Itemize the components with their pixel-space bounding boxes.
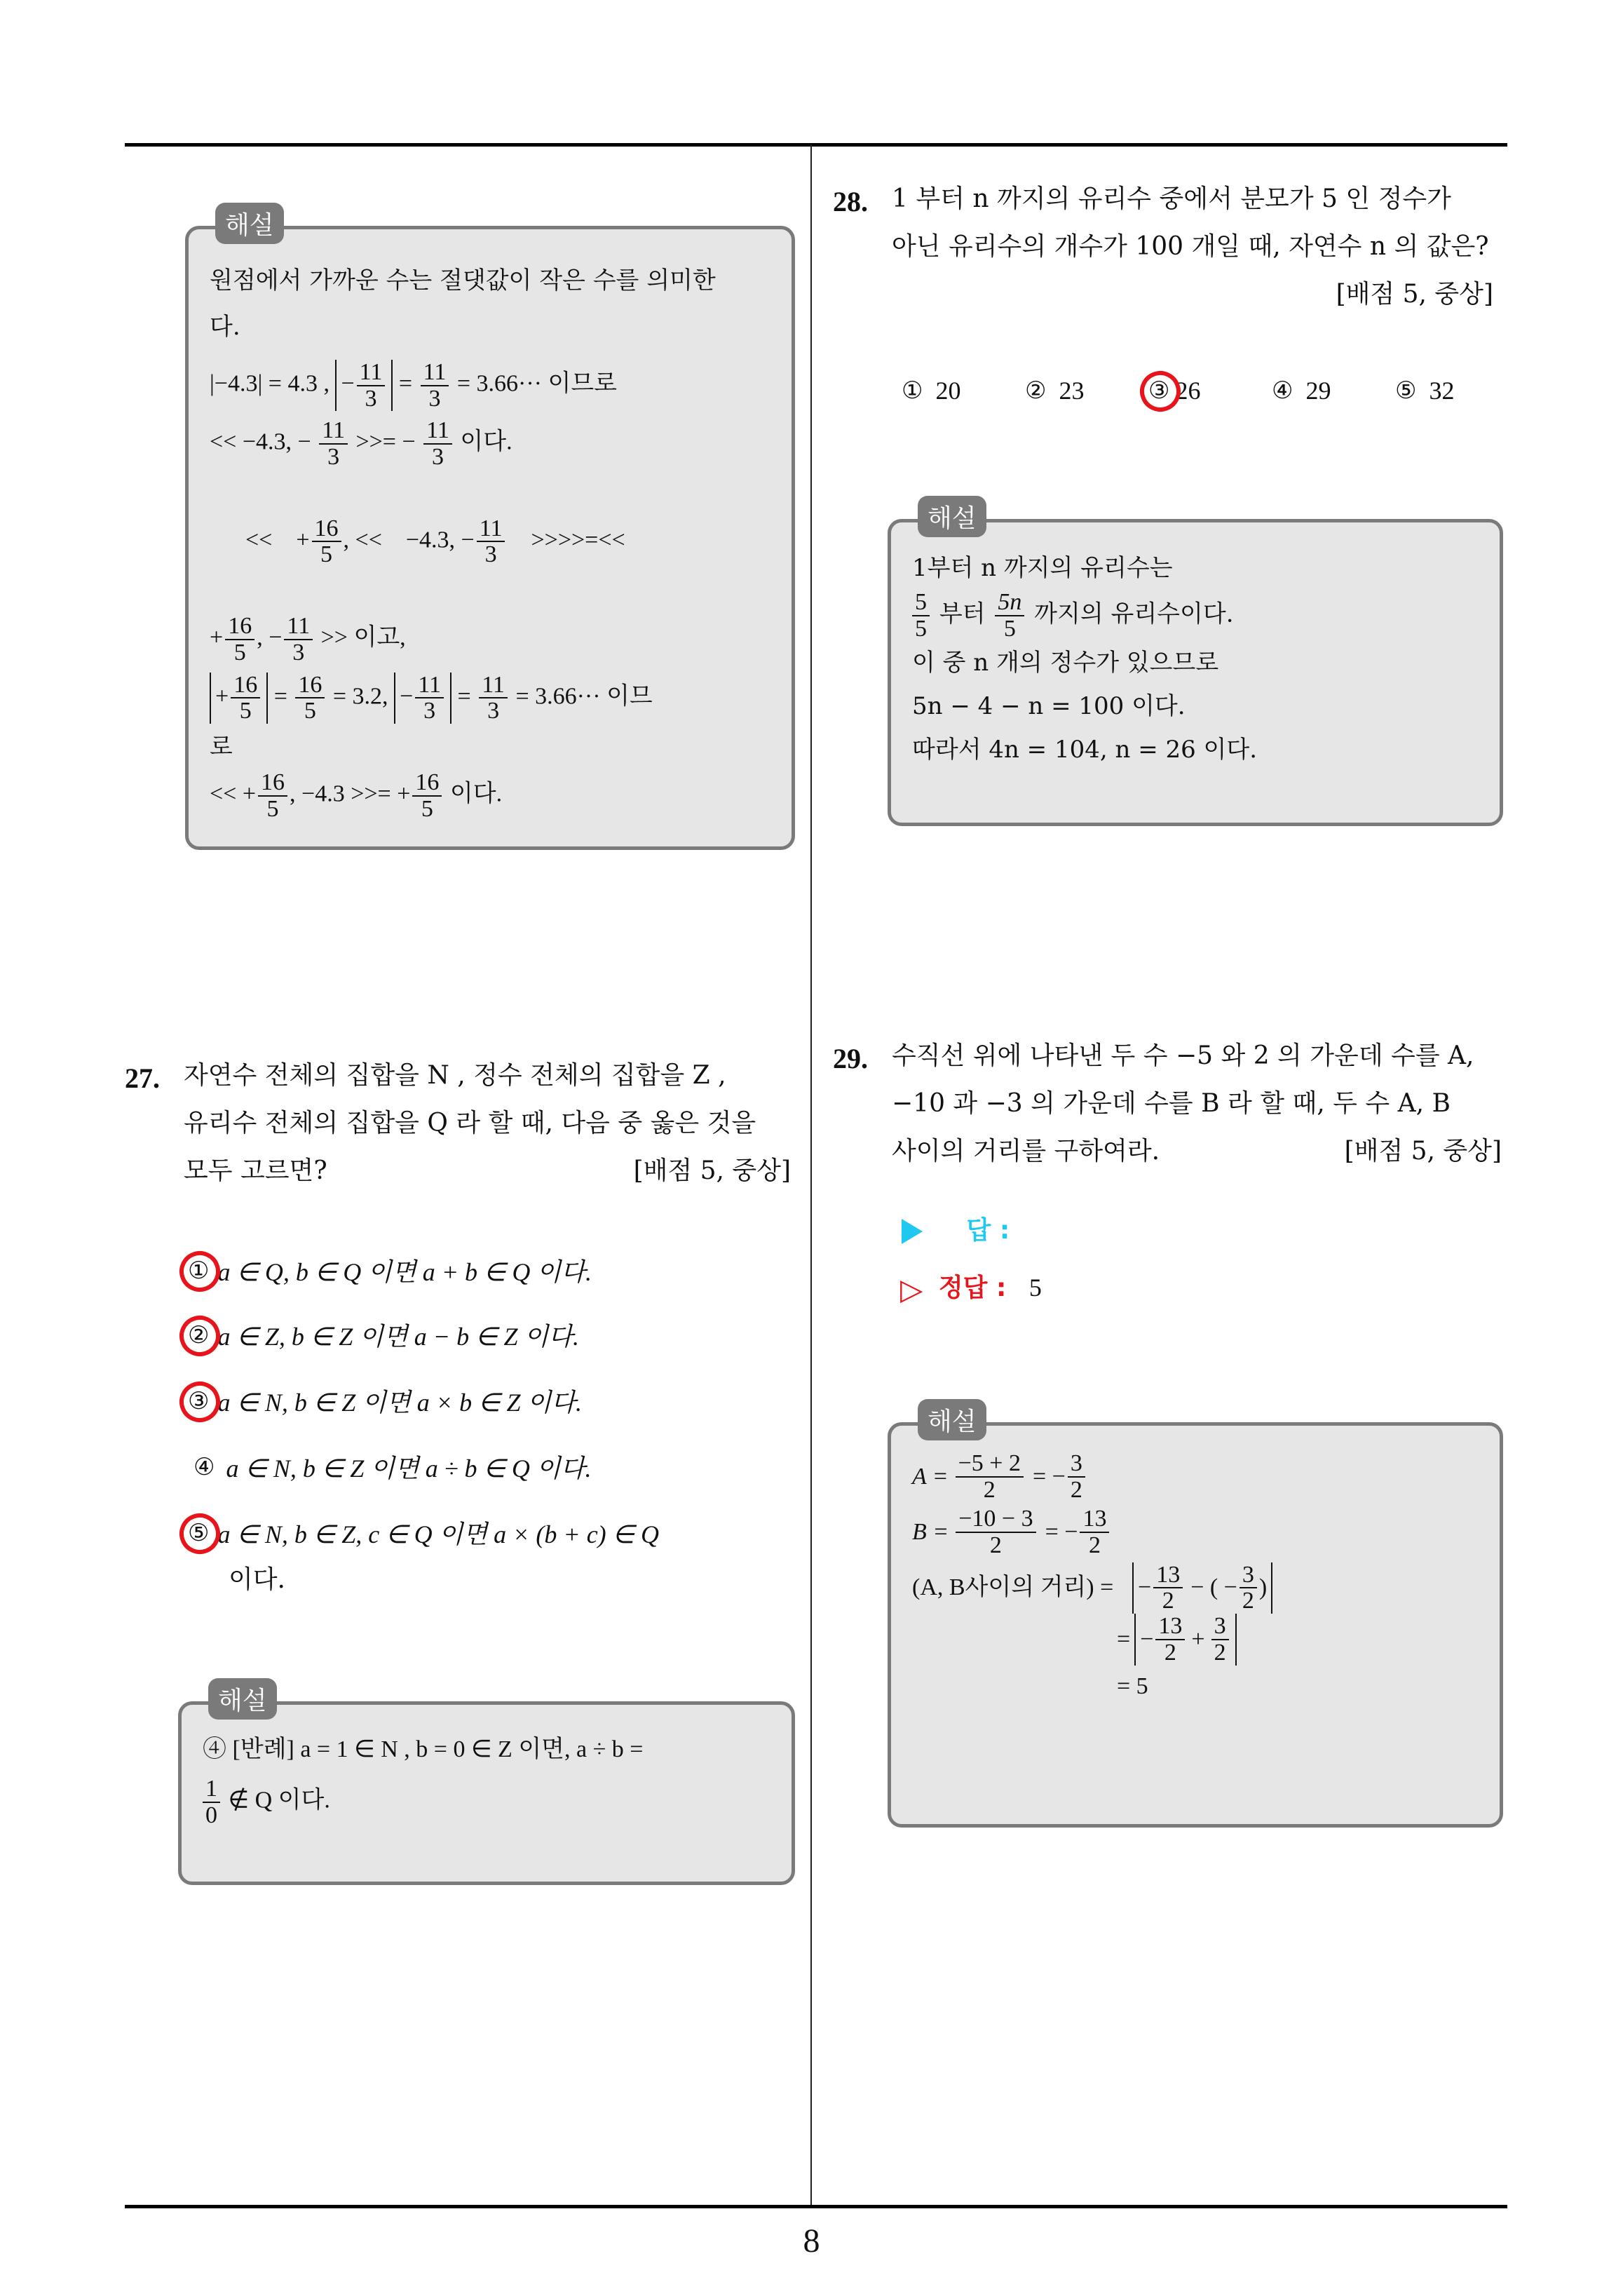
absolute-value <box>1134 1614 1236 1665</box>
denominator: 2 <box>1070 1476 1082 1503</box>
choice-4[interactable] <box>1272 376 1331 405</box>
numerator: 3 <box>1240 1562 1257 1589</box>
question-28 <box>833 175 1506 318</box>
numerator: 16 <box>312 516 341 543</box>
solution-line <box>210 470 770 614</box>
numerator: 3 <box>1068 1451 1085 1478</box>
solution-line: 로 <box>210 732 233 761</box>
choice-number: ⑤ <box>188 1519 209 1547</box>
numerator: 11 <box>357 360 386 386</box>
denominator: 2 <box>1164 1639 1176 1666</box>
numerator: 16 <box>258 770 287 797</box>
question-number: 29. <box>833 1043 868 1074</box>
solution-line <box>203 1776 770 1828</box>
numerator: 16 <box>231 673 260 699</box>
choice-1[interactable] <box>188 1252 592 1288</box>
math-text: << + <box>245 527 310 553</box>
fraction <box>284 614 313 665</box>
math-text: , << −4.3, − <box>343 527 475 553</box>
numerator: 16 <box>295 673 325 699</box>
math-text: , − <box>257 624 283 651</box>
numerator: 16 <box>412 770 442 797</box>
fraction <box>477 516 505 567</box>
question-text: 유리수 전체의 집합을 Q 라 할 때, 다음 중 옳은 것을 <box>184 1109 756 1137</box>
choice-number: ③ <box>1148 377 1169 405</box>
choice-number: ③ <box>188 1387 209 1415</box>
choice-number: ② <box>1025 377 1047 405</box>
column-divider <box>810 144 812 2206</box>
solution-line: 따라서 4n = 104, n = 26 이다. <box>912 736 1258 764</box>
denominator: 3 <box>365 385 377 412</box>
fraction <box>423 418 452 469</box>
fraction <box>1068 1451 1085 1502</box>
absolute-value <box>210 673 268 724</box>
question-meta: [배점 5, 중상] <box>1336 280 1493 309</box>
math-text: = <box>398 370 413 397</box>
absolute-value <box>1132 1562 1272 1614</box>
solution-line <box>210 360 770 411</box>
solution-line: ④ [반례] a = 1 ∈ N , b = 0 ∈ Z 이면, a ÷ b = <box>203 1736 644 1762</box>
solution-tab: 해설 <box>918 496 986 537</box>
math-text: 이다. <box>449 781 503 807</box>
numerator: 13 <box>1153 1562 1183 1589</box>
denominator: 0 <box>205 1802 217 1828</box>
solution-line <box>912 1506 1479 1558</box>
math-text: − <box>341 370 355 397</box>
choice-value: 32 <box>1429 377 1455 405</box>
absolute-value <box>394 673 451 724</box>
math-text: + <box>210 624 224 651</box>
choice-text-continued: 이다. <box>229 1565 285 1594</box>
fraction <box>956 1451 1024 1502</box>
denominator: 5 <box>1003 615 1016 642</box>
math-text: = 3.66··· 이므 <box>515 682 653 709</box>
denominator: 5 <box>266 795 279 822</box>
numerator: 11 <box>284 614 313 640</box>
solution-line: 5n − 4 − n = 100 이다. <box>912 692 1186 721</box>
choice-number: ② <box>188 1321 209 1349</box>
choice-text: a ∈ Q, b ∈ Q 이면 a + b ∈ Q 이다. <box>217 1258 592 1286</box>
solution-line <box>1117 1614 1479 1665</box>
answer-label: 답 : <box>966 1216 1010 1245</box>
answer-input-row[interactable] <box>902 1210 1010 1246</box>
numerator: 11 <box>319 418 348 445</box>
numerator: 16 <box>225 614 254 640</box>
question-number: 27. <box>125 1062 160 1094</box>
math-text: − <box>1140 1626 1154 1652</box>
choice-value: 26 <box>1175 377 1201 405</box>
choice-number: ⑤ <box>1395 377 1417 405</box>
fraction <box>357 360 386 411</box>
math-text: >> 이고, <box>320 624 406 651</box>
math-text: − <box>400 682 414 709</box>
math-text: − <box>1138 1574 1152 1601</box>
question-29 <box>833 1032 1506 1175</box>
q26-solution-box <box>185 211 795 850</box>
top-rule <box>125 143 1507 147</box>
fraction <box>1240 1562 1257 1614</box>
numerator: 3 <box>1211 1614 1229 1640</box>
fraction <box>412 770 442 821</box>
numerator: 11 <box>423 418 452 445</box>
q29-solution-box <box>888 1407 1503 1828</box>
denominator: 3 <box>423 698 436 724</box>
math-text: (A, B사이의 거리) = <box>912 1574 1114 1601</box>
choice-number: ① <box>902 377 923 405</box>
solution-line <box>210 770 770 821</box>
fraction <box>312 516 341 567</box>
math-text: B = <box>912 1519 949 1546</box>
solution-line: = 5 <box>1117 1673 1148 1699</box>
page-number: 8 <box>803 2222 820 2260</box>
choice-5[interactable] <box>188 1515 659 1551</box>
numerator: 11 <box>421 360 449 386</box>
choice-text: a ∈ Z, b ∈ Z 이면 a − b ∈ Z 이다. <box>217 1323 580 1351</box>
fraction <box>231 673 260 724</box>
denominator: 2 <box>1162 1588 1174 1614</box>
solution-tab: 해설 <box>215 203 284 244</box>
math-text: + <box>215 682 229 709</box>
absolute-value <box>335 360 393 411</box>
numerator: −5 + 2 <box>956 1451 1024 1478</box>
numerator: 13 <box>1155 1614 1185 1640</box>
denominator: 3 <box>292 639 305 666</box>
math-text: − ( − <box>1190 1574 1237 1601</box>
denominator: 3 <box>327 444 340 471</box>
choice-2[interactable] <box>188 1317 579 1353</box>
math-text: >>>>=<< <box>507 527 625 553</box>
question-27 <box>125 1052 798 1195</box>
choice-number: ④ <box>1272 377 1293 405</box>
choice-3[interactable] <box>1148 376 1200 405</box>
numerator: −10 − 3 <box>956 1506 1035 1533</box>
denominator: 5 <box>304 698 316 724</box>
denominator: 3 <box>428 385 441 412</box>
math-text: ∉ Q 이다. <box>228 1787 330 1814</box>
math-text: = − <box>1032 1463 1066 1490</box>
choice-value: 20 <box>935 377 961 405</box>
math-text: = <box>273 682 287 709</box>
numerator: 5 <box>912 590 930 616</box>
math-text: >>= − <box>355 428 416 455</box>
math-text: = <box>1117 1626 1131 1652</box>
math-text: << + <box>210 781 257 807</box>
choice-text: a ∈ N, b ∈ Z, c ∈ Q 이면 a × (b + c) ∈ Q <box>217 1520 660 1548</box>
numerator: 5n <box>995 590 1024 616</box>
denominator: 5 <box>320 541 333 568</box>
correct-arrow-icon: ▷ <box>900 1271 923 1306</box>
fraction <box>258 770 287 821</box>
math-text: |−4.3| = 4.3 , <box>210 370 330 397</box>
fraction <box>479 673 508 724</box>
numerator: 11 <box>415 673 444 699</box>
q28-solution-box <box>888 504 1503 826</box>
solution-line <box>210 418 770 469</box>
answer-arrow-icon <box>902 1219 923 1244</box>
choice-text: a ∈ N, b ∈ Z 이면 a × b ∈ Z 이다. <box>217 1389 583 1417</box>
denominator: 2 <box>983 1476 996 1503</box>
solution-tab: 해설 <box>918 1399 986 1440</box>
fraction <box>1080 1506 1109 1558</box>
denominator: 3 <box>432 444 444 471</box>
denominator: 3 <box>487 698 500 724</box>
question-meta: [배점 5, 중상] <box>633 1156 791 1185</box>
choice-number: ④ <box>193 1452 215 1481</box>
question-number: 28. <box>833 186 868 217</box>
fraction <box>319 418 348 469</box>
solution-line: 원점에서 가까운 수는 절댓값이 작은 수를 의미한 <box>210 266 716 295</box>
solution-tab: 해설 <box>208 1678 277 1720</box>
bottom-rule <box>125 2205 1507 2208</box>
correct-answer-row <box>900 1268 1042 1306</box>
choice-2[interactable] <box>1025 376 1084 405</box>
solution-line <box>912 1451 1479 1502</box>
choice-value: 29 <box>1305 377 1331 405</box>
fraction <box>295 673 325 724</box>
choice-number: ① <box>188 1257 209 1285</box>
choice-5[interactable] <box>1395 376 1454 405</box>
solution-line <box>912 1562 1479 1614</box>
denominator: 2 <box>1214 1639 1226 1666</box>
choice-value: 23 <box>1059 377 1085 405</box>
math-text: = <box>457 682 471 709</box>
fraction <box>421 360 449 411</box>
math-text: 이다. <box>460 428 512 455</box>
numerator: 11 <box>479 673 508 699</box>
math-text: << −4.3, − <box>210 428 311 455</box>
fraction <box>995 590 1024 641</box>
denominator: 5 <box>915 615 927 642</box>
correct-answer-label: 정답 : <box>938 1274 1007 1302</box>
math-text: = 3.2, <box>332 682 388 709</box>
denominator: 3 <box>484 541 497 568</box>
solution-line <box>210 673 770 724</box>
choice-text: a ∈ N, b ∈ Z 이면 a ÷ b ∈ Q 이다. <box>226 1454 592 1483</box>
fraction <box>203 1776 220 1828</box>
fraction <box>956 1506 1035 1558</box>
denominator: 2 <box>989 1532 1002 1559</box>
question-text: −10 과 −3 의 가운데 수를 B 라 할 때, 두 수 A, B <box>892 1089 1451 1118</box>
q27-solution-box <box>178 1687 795 1885</box>
solution-line: 1부터 n 까지의 유리수는 <box>912 554 1173 582</box>
selected-mark-icon <box>1134 365 1186 417</box>
correct-answer-value: 5 <box>1028 1274 1042 1302</box>
question-text: 모두 고르면? <box>184 1156 327 1185</box>
numerator: 13 <box>1080 1506 1109 1533</box>
question-text: 자연수 전체의 집합을 N , 정수 전체의 집합을 Z , <box>184 1061 726 1090</box>
math-text: ) <box>1258 1574 1268 1601</box>
choice-4[interactable] <box>188 1449 591 1485</box>
solution-text: 부터 <box>939 600 986 628</box>
math-text: , −4.3 >>= + <box>290 781 411 807</box>
denominator: 2 <box>1242 1588 1254 1614</box>
question-meta: [배점 5, 중상] <box>1344 1137 1502 1166</box>
denominator: 5 <box>421 795 433 822</box>
denominator: 5 <box>239 698 252 724</box>
fraction <box>1155 1614 1185 1665</box>
fraction <box>1153 1562 1183 1614</box>
fraction <box>1211 1614 1229 1665</box>
numerator: 1 <box>203 1776 220 1803</box>
question-text: 아닌 유리수의 개수가 100 개일 때, 자연수 n 의 값은? <box>892 232 1489 261</box>
choice-1[interactable] <box>902 376 960 405</box>
fraction <box>912 590 930 641</box>
choice-3[interactable] <box>188 1383 582 1419</box>
solution-text: 까지의 유리수이다. <box>1034 600 1234 628</box>
denominator: 2 <box>1088 1532 1101 1559</box>
question-text: 사이의 거리를 구하여라. <box>892 1137 1160 1166</box>
denominator: 5 <box>233 639 246 666</box>
question-text: 수직선 위에 나타낸 두 수 −5 와 2 의 가운데 수를 A, <box>892 1041 1474 1070</box>
math-text: = 3.66··· 이므로 <box>456 370 618 397</box>
math-text: + <box>1191 1626 1205 1652</box>
math-text: = − <box>1045 1519 1078 1546</box>
numerator: 11 <box>477 516 505 543</box>
solution-line <box>912 590 1479 641</box>
math-text: A = <box>912 1463 949 1490</box>
question-text: 1 부터 n 까지의 유리수 중에서 분모가 5 인 정수가 <box>892 184 1451 213</box>
solution-line: 다. <box>210 313 240 341</box>
solution-line <box>210 614 770 665</box>
solution-line: 이 중 n 개의 정수가 있으므로 <box>912 649 1219 677</box>
fraction <box>225 614 254 665</box>
fraction <box>415 673 444 724</box>
